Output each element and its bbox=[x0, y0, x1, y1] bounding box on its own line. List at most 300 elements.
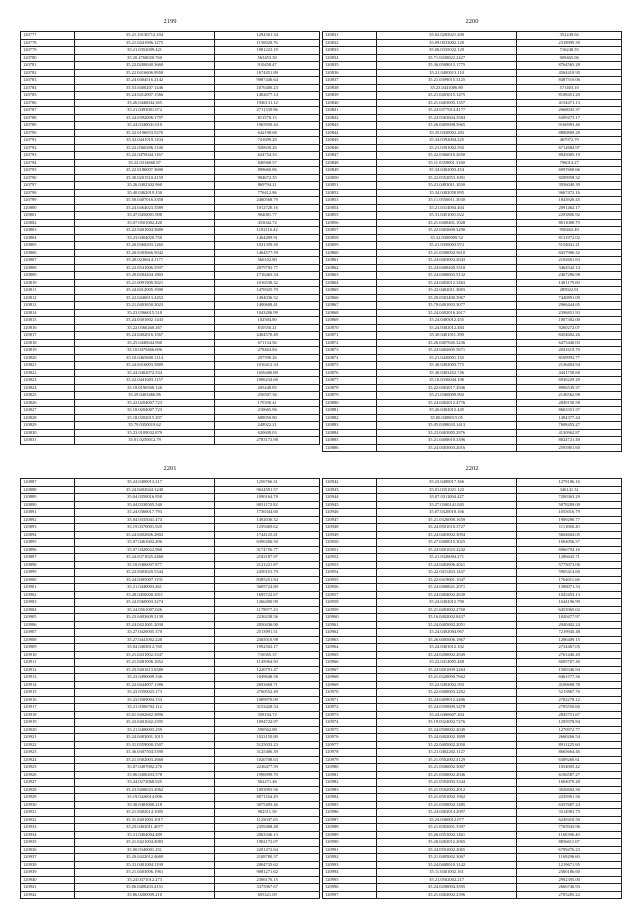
table-row bbox=[323, 392, 622, 400]
table-row bbox=[323, 711, 622, 719]
cell-code: 35.18.0196560.126 bbox=[74, 384, 215, 392]
cell-code: 35.24.0402014.2097 bbox=[376, 809, 517, 817]
cell-value: 3153428.54 bbox=[215, 704, 320, 712]
cell-value: 1160306.40 bbox=[517, 831, 622, 839]
cell-code: 35.22.0402011.3083 bbox=[376, 287, 517, 295]
table-row bbox=[21, 531, 320, 539]
table-row bbox=[21, 539, 320, 547]
cell-code: 35.01.0351021.122 bbox=[376, 486, 517, 494]
cell-id: 120868 bbox=[323, 309, 377, 317]
cell-id: 120918 bbox=[21, 711, 75, 719]
cell-value: 8045005.19 bbox=[517, 152, 622, 160]
cell-code: 35.34.0402050.895 bbox=[376, 189, 517, 197]
cell-id: 120838 bbox=[323, 84, 377, 92]
cell-value: 8051172.82 bbox=[215, 501, 320, 509]
cell-value: 9081271.62 bbox=[215, 869, 320, 877]
cell-id: 120890 bbox=[21, 501, 75, 509]
table-row bbox=[21, 107, 320, 115]
cell-code: 35.22.0200040.3660 bbox=[74, 62, 215, 70]
cell-value: 716565.37 bbox=[215, 651, 320, 659]
cell-code: 35.21.0320000.7662 bbox=[376, 674, 517, 682]
table-row bbox=[21, 392, 320, 400]
table-row bbox=[21, 494, 320, 502]
cell-id: 120971 bbox=[323, 696, 377, 704]
table-row bbox=[21, 174, 320, 182]
cell-code: 35.27.0420005.370 bbox=[74, 629, 215, 637]
cell-id: 120843 bbox=[323, 122, 377, 130]
cell-id: 120957 bbox=[323, 591, 377, 599]
cell-value: 8299958.32 bbox=[517, 174, 622, 182]
cell-value: 1090164.78 bbox=[215, 494, 320, 502]
cell-code: 35.21.0301002.592 bbox=[376, 144, 517, 152]
table-row bbox=[21, 809, 320, 817]
cell-value: 8487510.06 bbox=[517, 77, 622, 85]
cell-value: 920630.26 bbox=[215, 144, 320, 152]
table-row bbox=[21, 524, 320, 532]
cell-value: 910458.47 bbox=[215, 62, 320, 70]
cell-id: 120928 bbox=[21, 786, 75, 794]
cell-value: 571403.10 bbox=[517, 84, 622, 92]
cell-code: 35.24.0403012.3463 bbox=[376, 279, 517, 287]
cell-value: 352249.02 bbox=[517, 32, 622, 40]
table-row bbox=[323, 824, 622, 832]
table-row bbox=[323, 384, 622, 392]
cell-value: 2136404.94 bbox=[517, 362, 622, 370]
cell-value: 2450101.79 bbox=[215, 569, 320, 577]
cell-value: 2079792.77 bbox=[215, 264, 320, 272]
cell-code: 35.21.0403006.1961 bbox=[74, 869, 215, 877]
table-row bbox=[21, 696, 320, 704]
cell-code: 35.34.0392004.225 bbox=[376, 137, 517, 145]
cell-id: 120950 bbox=[323, 539, 377, 547]
cell-code: 35.35.0430002.283 bbox=[376, 129, 517, 137]
cell-id: 120970 bbox=[323, 689, 377, 697]
cell-value: 2693668.71 bbox=[215, 681, 320, 689]
table-row bbox=[323, 369, 622, 377]
table-row bbox=[323, 771, 622, 779]
cell-code: 35.22.0541006.3597 bbox=[74, 264, 215, 272]
cell-value: 8437986.32 bbox=[517, 249, 622, 257]
cell-value: 6390266.50 bbox=[215, 539, 320, 547]
cell-value: 248922.21 bbox=[215, 422, 320, 430]
cell-value: 2306176.15 bbox=[215, 876, 320, 884]
cell-id: 120947 bbox=[323, 516, 377, 524]
cell-id: 120942 bbox=[21, 891, 75, 899]
cell-code: 35.21.0403002.2760 bbox=[376, 606, 517, 614]
cell-id: 120983 bbox=[323, 786, 377, 794]
cell-code: 35.31.0401004.1190 bbox=[74, 861, 215, 869]
cell-code: 35.27.0300141.045 bbox=[376, 501, 517, 509]
table-row bbox=[323, 272, 622, 280]
cell-value: 8131972.02 bbox=[517, 234, 622, 242]
table-row bbox=[323, 734, 622, 742]
table-row bbox=[323, 159, 622, 167]
table-row bbox=[21, 689, 320, 697]
cell-code: 35.24.0392006.1797 bbox=[74, 114, 215, 122]
table-row bbox=[323, 407, 622, 415]
cell-code: 35.24.0402012.790 bbox=[376, 599, 517, 607]
cell-value: 1400608.41 bbox=[215, 302, 320, 310]
cell-id: 120946 bbox=[323, 509, 377, 517]
table-row bbox=[323, 509, 622, 517]
cell-code: 35.23.0400023.2062 bbox=[74, 786, 215, 794]
table-row bbox=[21, 437, 320, 445]
cell-code: 35.31.0404004.489 bbox=[74, 831, 215, 839]
cell-id: 120810 bbox=[21, 279, 75, 287]
cell-value: 8071164.29 bbox=[215, 794, 320, 802]
cell-code: 35.22.0416606.9950 bbox=[74, 69, 215, 77]
cell-value: 3464542.14 bbox=[517, 264, 622, 272]
table-row bbox=[21, 839, 320, 847]
cell-value: 590562.88 bbox=[215, 726, 320, 734]
table-row bbox=[323, 332, 622, 340]
cell-code: 35.20.0284204.1803 bbox=[74, 272, 215, 280]
cell-value: 1494377.44 bbox=[517, 414, 622, 422]
table-row bbox=[21, 561, 320, 569]
cell-id: 120966 bbox=[323, 659, 377, 667]
cell-value: 1492036.32 bbox=[215, 516, 320, 524]
cell-id: 120817 bbox=[21, 332, 75, 340]
cell-value: 1996999.70 bbox=[215, 771, 320, 779]
cell-code: 35.19.0324002.7276 bbox=[376, 719, 517, 727]
cell-code: 35.21.0420001.155 bbox=[376, 354, 517, 362]
cell-code: 35.22.0360206.1140 bbox=[74, 144, 215, 152]
table-row bbox=[21, 197, 320, 205]
cell-id: 120867 bbox=[323, 302, 377, 310]
cell-value: 1476925.70 bbox=[215, 287, 320, 295]
cell-value: 1007302.00 bbox=[517, 317, 622, 325]
cell-value: 7440891.09 bbox=[517, 294, 622, 302]
cell-code: 35.27.0441002.220 bbox=[74, 636, 215, 644]
table-row bbox=[21, 219, 320, 227]
cell-id: 120969 bbox=[323, 681, 377, 689]
cell-id: 120785 bbox=[21, 92, 75, 100]
table-row bbox=[323, 219, 622, 227]
table-row bbox=[21, 516, 320, 524]
table-row bbox=[21, 764, 320, 772]
cell-id: 120822 bbox=[21, 369, 75, 377]
cell-code: 35.22.0446013.4452 bbox=[74, 294, 215, 302]
table-row bbox=[21, 636, 320, 644]
table-row bbox=[21, 771, 320, 779]
cell-id: 120805 bbox=[21, 242, 75, 250]
page-2199 bbox=[20, 18, 320, 443]
table-row bbox=[21, 606, 320, 614]
cell-id: 120845 bbox=[323, 137, 377, 145]
cell-code: 35.26.0446044.365 bbox=[74, 99, 215, 107]
table-row bbox=[323, 756, 622, 764]
table-row bbox=[323, 92, 622, 100]
cell-value: 2467296.98 bbox=[517, 272, 622, 280]
cell-id: 120780 bbox=[21, 54, 75, 62]
table-row bbox=[323, 129, 622, 137]
cell-value: 1094722.97 bbox=[215, 719, 320, 727]
cell-id: 120849 bbox=[323, 167, 377, 175]
table-row bbox=[21, 584, 320, 592]
cell-id: 120788 bbox=[21, 114, 75, 122]
cell-id: 120902 bbox=[21, 591, 75, 599]
table-row bbox=[21, 629, 320, 637]
cell-id: 120910 bbox=[21, 651, 75, 659]
cell-id: 120968 bbox=[323, 674, 377, 682]
cell-value: 5125033.23 bbox=[215, 741, 320, 749]
cell-id: 120926 bbox=[21, 771, 75, 779]
cell-id: 120831 bbox=[323, 32, 377, 40]
table-row bbox=[21, 509, 320, 517]
cell-value: 1023150.80 bbox=[215, 734, 320, 742]
cell-id: 120833 bbox=[323, 47, 377, 55]
cell-value: 1266490.99 bbox=[215, 599, 320, 607]
cell-code: 35.04.0403012.765 bbox=[74, 644, 215, 652]
cell-id: 120878 bbox=[323, 384, 377, 392]
cell-code: 35.21.0306702.112 bbox=[74, 704, 215, 712]
cell-id: 120840 bbox=[323, 99, 377, 107]
cell-value: 8764565.28 bbox=[517, 62, 622, 70]
cell-value: 205440.85 bbox=[215, 384, 320, 392]
cell-code: 35.09.0033002.120 bbox=[376, 39, 517, 47]
table-row bbox=[323, 167, 622, 175]
cell-code: 35.21.0400003.259 bbox=[74, 726, 215, 734]
cell-code: 35.24.0371012.273 bbox=[74, 876, 215, 884]
cell-code: 35.10.0336044.196 bbox=[376, 377, 517, 385]
cell-value: 8108451.20 bbox=[517, 92, 622, 100]
table-row bbox=[323, 846, 622, 854]
table-row bbox=[21, 854, 320, 862]
cell-value: 2513991.51 bbox=[215, 629, 320, 637]
cell-code: 35.19.0426014.006 bbox=[74, 794, 215, 802]
cell-code: 35.21.0421004.4083 bbox=[74, 839, 215, 847]
cell-id: 120886 bbox=[323, 444, 377, 452]
cell-value: 1045453.13 bbox=[517, 591, 622, 599]
table-row bbox=[21, 876, 320, 884]
cell-id: 120831 bbox=[21, 437, 75, 445]
page-number: 2201 bbox=[163, 465, 177, 472]
table-row bbox=[323, 809, 622, 817]
cell-code: 35.24.0421001.2030 bbox=[74, 621, 215, 629]
cell-value: 1259469.62 bbox=[215, 524, 320, 532]
table-row bbox=[323, 659, 622, 667]
cell-code: 35.26.0405006.1867 bbox=[376, 636, 517, 644]
cell-id: 120962 bbox=[323, 629, 377, 637]
cell-value: 1093993.56 bbox=[215, 786, 320, 794]
cell-id: 120889 bbox=[21, 494, 75, 502]
page-2202 bbox=[322, 465, 622, 897]
cell-id: 120944 bbox=[323, 494, 377, 502]
cell-value: 2293806.92 bbox=[517, 212, 622, 220]
cell-id: 120888 bbox=[21, 486, 75, 494]
cell-value: 1055016.79 bbox=[517, 509, 622, 517]
cell-value: 566102.80 bbox=[215, 257, 320, 265]
table-row bbox=[21, 32, 320, 40]
cell-value: 2992395.00 bbox=[517, 876, 622, 884]
table-row bbox=[323, 204, 622, 212]
cell-id: 120872 bbox=[323, 339, 377, 347]
cell-code: 35.23.0403005.2976 bbox=[376, 429, 517, 437]
cell-value: 898660.86 bbox=[215, 167, 320, 175]
cell-id: 120792 bbox=[21, 144, 75, 152]
cell-code: 35.20.0303666.5042 bbox=[74, 249, 215, 257]
cell-id: 120914 bbox=[21, 681, 75, 689]
table-row bbox=[323, 32, 622, 40]
cell-code: 35.11.0550011.3030 bbox=[376, 197, 517, 205]
cell-code: 35.24.0371025.2460 bbox=[74, 554, 215, 562]
cell-value: 2236238.56 bbox=[215, 614, 320, 622]
table-row bbox=[21, 704, 320, 712]
table-row bbox=[323, 294, 622, 302]
table-row bbox=[323, 531, 622, 539]
table-row bbox=[323, 516, 622, 524]
cell-value: 8461577.36 bbox=[517, 674, 622, 682]
cell-id: 120892 bbox=[21, 516, 75, 524]
cell-value: 297590.26 bbox=[215, 354, 320, 362]
cell-id: 120995 bbox=[323, 876, 377, 884]
cell-code: 35.21.0399015.3125 bbox=[376, 77, 517, 85]
cell-code: 35.22.0419001.1047 bbox=[376, 576, 517, 584]
cell-id: 120956 bbox=[323, 584, 377, 592]
cell-code: 35.24.0402606.2802 bbox=[74, 531, 215, 539]
cell-id: 120958 bbox=[323, 599, 377, 607]
cell-id: 120917 bbox=[21, 704, 75, 712]
cell-id: 120784 bbox=[21, 84, 75, 92]
cell-code: 35.24.0402012.484 bbox=[376, 324, 517, 332]
table-row bbox=[21, 324, 320, 332]
table-row bbox=[323, 794, 622, 802]
cell-id: 120800 bbox=[21, 204, 75, 212]
cell-id: 120898 bbox=[21, 561, 75, 569]
cell-code: 35.24.0377014.4177 bbox=[376, 107, 517, 115]
cell-code: 35.22.0204007.723 bbox=[74, 399, 215, 407]
cell-code: 35.26.0402302.960 bbox=[74, 182, 215, 190]
table-row bbox=[323, 354, 622, 362]
cell-id: 120870 bbox=[323, 324, 377, 332]
cell-code: 35.24.0402006.2021 bbox=[376, 561, 517, 569]
cell-code: 35.04.0330505.540 bbox=[74, 501, 215, 509]
cell-id: 120828 bbox=[21, 414, 75, 422]
cell-value: 4564410.95 bbox=[517, 69, 622, 77]
cell-id: 120964 bbox=[323, 644, 377, 652]
cell-id: 120920 bbox=[21, 726, 75, 734]
cell-value: 1909290.77 bbox=[517, 516, 622, 524]
table-row bbox=[323, 891, 622, 899]
cell-id: 120837 bbox=[323, 77, 377, 85]
cell-id: 120793 bbox=[21, 152, 75, 160]
cell-value: 2063346.13 bbox=[215, 831, 320, 839]
cell-code: 35.24.0301002.1443 bbox=[74, 317, 215, 325]
cell-value: 278464.84 bbox=[215, 347, 320, 355]
cell-id: 120992 bbox=[323, 854, 377, 862]
cell-code: 35.21.0091900.3021 bbox=[74, 279, 215, 287]
cell-id: 120789 bbox=[21, 122, 75, 130]
cell-code: 35.21.0392003.3344 bbox=[376, 779, 517, 787]
cell-value: 1286643.71 bbox=[517, 554, 622, 562]
cell-value: 1695722.67 bbox=[215, 591, 320, 599]
cell-value: 904672.35 bbox=[215, 174, 320, 182]
table-row bbox=[21, 317, 320, 325]
table-row bbox=[323, 554, 622, 562]
cell-code: 35.21.0441986.1275 bbox=[74, 39, 215, 47]
cell-id: 120848 bbox=[323, 159, 377, 167]
table-row bbox=[323, 486, 622, 494]
cell-id: 120930 bbox=[21, 801, 75, 809]
cell-id: 120834 bbox=[323, 54, 377, 62]
table-row bbox=[21, 129, 320, 137]
cell-code: 35.22.0400003.2262 bbox=[376, 689, 517, 697]
cell-code: 35.19.0370001.925 bbox=[74, 524, 215, 532]
cell-value: 5213867.76 bbox=[517, 689, 622, 697]
cell-id: 120842 bbox=[323, 114, 377, 122]
table-row bbox=[323, 444, 622, 452]
cell-value: 2782278.12 bbox=[517, 696, 622, 704]
cell-code: 35.24.0409012.2406 bbox=[376, 696, 517, 704]
cell-id: 120794 bbox=[21, 159, 75, 167]
cell-value: 9087446.64 bbox=[215, 77, 320, 85]
cell-id: 120866 bbox=[323, 294, 377, 302]
cell-code: 35.21.0350002.1485 bbox=[376, 801, 517, 809]
cell-value: 3075493.46 bbox=[215, 801, 320, 809]
cell-value: 869794.21 bbox=[215, 182, 320, 190]
cell-id: 120954 bbox=[323, 569, 377, 577]
cell-id: 120874 bbox=[323, 354, 377, 362]
cell-code: 35.24.0464023.3589 bbox=[74, 204, 215, 212]
cell-id: 120994 bbox=[323, 869, 377, 877]
cell-id: 120909 bbox=[21, 644, 75, 652]
table-row bbox=[323, 62, 622, 70]
cell-code: 35.21.0314004.404 bbox=[376, 204, 517, 212]
cell-value: 2091462.17 bbox=[517, 204, 622, 212]
page-2200 bbox=[322, 18, 622, 450]
cell-code: 35.24.0402072.534 bbox=[74, 369, 215, 377]
cell-code: 35.22.0401004.5680 bbox=[74, 227, 215, 235]
table-row bbox=[323, 197, 622, 205]
cell-code: 35.23.0403011.4077 bbox=[74, 824, 215, 832]
cell-code: 35.10.0470466.696 bbox=[74, 347, 215, 355]
cell-code: 35.21.0405002.3067 bbox=[376, 854, 517, 862]
cell-code: 35.24.0501002.2065 bbox=[376, 846, 517, 854]
cell-value: 358104.72 bbox=[215, 711, 320, 719]
cell-value: 2668043.37 bbox=[517, 107, 622, 115]
cell-code: 35.29.0403460.86 bbox=[74, 392, 215, 400]
cell-code: 35.30.0401011.390 bbox=[376, 332, 517, 340]
table-row bbox=[21, 407, 320, 415]
cell-id: 120990 bbox=[323, 839, 377, 847]
cell-code: 35.21.0506002.3007 bbox=[376, 764, 517, 772]
cell-code: 35.22.0360260.267 bbox=[74, 324, 215, 332]
table-row bbox=[21, 726, 320, 734]
table-row bbox=[323, 726, 622, 734]
cell-code: 35.24.0402605.5671 bbox=[376, 347, 517, 355]
cell-code: 35.21.0502002.217 bbox=[376, 876, 517, 884]
cell-code: 35.24.0340041.010 bbox=[74, 122, 215, 130]
cell-id: 120923 bbox=[21, 749, 75, 757]
cell-value: 2966444.65 bbox=[517, 302, 622, 310]
cell-id: 120884 bbox=[323, 429, 377, 437]
table-row bbox=[21, 332, 320, 340]
cell-id: 120882 bbox=[323, 414, 377, 422]
cell-code: 35.21.0502002.2012 bbox=[376, 786, 517, 794]
cell-value: 1279186.16 bbox=[517, 479, 622, 487]
cell-code: 35.24.0400010.3142 bbox=[376, 861, 517, 869]
table-row bbox=[323, 749, 622, 757]
cell-id: 120826 bbox=[21, 399, 75, 407]
table-row bbox=[21, 779, 320, 787]
cell-code: 35.20.4768020.760 bbox=[74, 54, 215, 62]
cell-id: 120851 bbox=[323, 182, 377, 190]
cell-id: 120980 bbox=[323, 764, 377, 772]
cell-value: 1020477.97 bbox=[517, 614, 622, 622]
cell-value: 8663331.57 bbox=[517, 407, 622, 415]
cell-id: 120959 bbox=[323, 606, 377, 614]
cell-value: 2660266.54 bbox=[517, 734, 622, 742]
